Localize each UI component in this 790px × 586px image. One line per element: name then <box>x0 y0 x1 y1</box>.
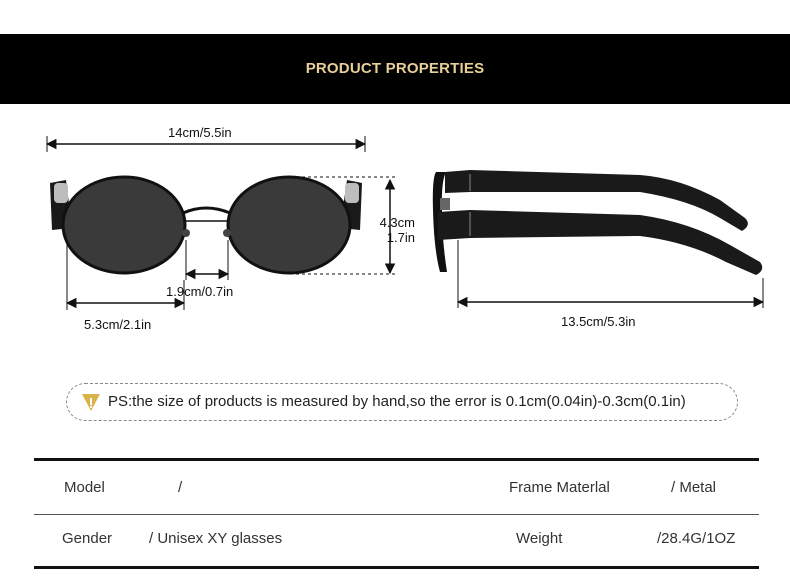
model-label: Model <box>64 479 105 496</box>
temple-length-label: 13.5cm/5.3in <box>561 314 636 329</box>
model-value: / <box>178 479 183 496</box>
frame-material-label: Frame Materlal <box>509 479 610 496</box>
lens-height-in: 1.7in <box>386 230 415 245</box>
note-text: PS:the size of products is measured by hand,so the error is 0.1cm(0.04in)-0.3cm(0.1in) <box>108 393 686 410</box>
warning-icon <box>80 391 102 413</box>
glasses-side-icon <box>433 170 762 275</box>
page-title: PRODUCT PROPERTIES <box>305 60 485 77</box>
lens-width-label: 5.3cm/2.1in <box>84 317 152 332</box>
lens-height-cm: 4.3cm <box>379 215 415 230</box>
total-width-label: 14cm/5.5in <box>168 125 232 140</box>
glasses-front-icon <box>50 177 362 273</box>
weight-value: /28.4G/1OZ <box>657 530 736 547</box>
table-bottom-rule <box>34 566 759 569</box>
table-mid-rule <box>34 514 759 515</box>
gender-value: / Unisex XY glasses <box>149 530 283 547</box>
bridge-label: 1.9cm/0.7in <box>166 284 234 299</box>
table-top-rule <box>34 458 759 461</box>
gender-label: Gender <box>62 530 113 547</box>
weight-label: Weight <box>516 530 563 547</box>
lens-height-label <box>367 215 415 245</box>
frame-material-value: / Metal <box>671 479 717 496</box>
